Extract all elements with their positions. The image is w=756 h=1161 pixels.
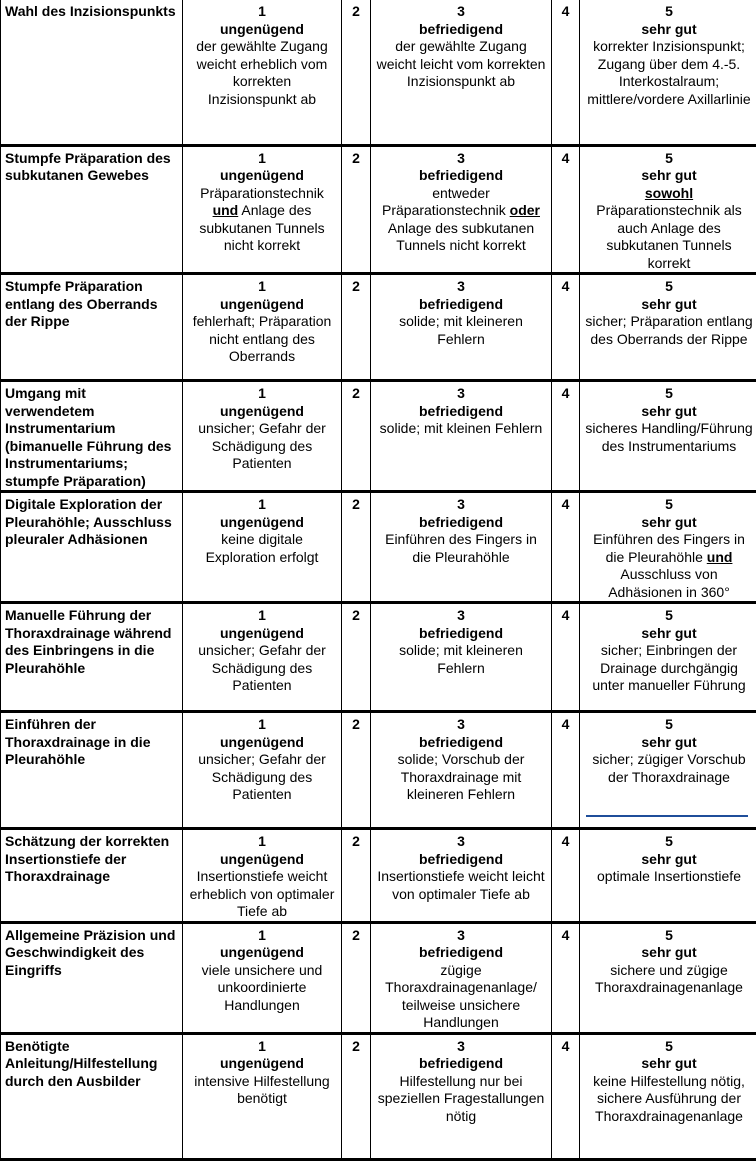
grade-label: ungenügend — [187, 944, 337, 962]
level-3-cell — [371, 145, 552, 274]
level-number: 3 — [375, 3, 547, 21]
level-number: 3 — [375, 1038, 547, 1056]
emphasis-word: und — [707, 549, 733, 565]
level-number: 1 — [187, 1038, 337, 1056]
level-number: 1 — [187, 150, 337, 168]
level-4-cell: 4 — [552, 829, 580, 923]
level-number: 5 — [584, 833, 754, 851]
level-description: zügige Thoraxdrainagenanlage/ teilweise unsichere Handlungen — [375, 962, 547, 1032]
level-3-cell — [371, 603, 552, 712]
grade-label: ungenügend — [187, 21, 337, 39]
level-number: 1 — [187, 3, 337, 21]
level-1-cell — [183, 712, 342, 829]
level-1-cell — [183, 922, 342, 1033]
level-number: 3 — [375, 927, 547, 945]
blue-rule-line — [586, 815, 748, 817]
criterion-cell: Stumpfe Präparation entlang des Oberrands der Rippe — [1, 274, 183, 381]
level-number: 3 — [375, 385, 547, 403]
level-description: unsicher; Gefahr der Schädigung des Patienten — [187, 642, 337, 695]
grade-label: ungenügend — [187, 403, 337, 421]
table-row — [1, 381, 756, 492]
grade-label: befriedigend — [375, 21, 547, 39]
grade-label: sehr gut — [584, 734, 754, 752]
level-4-cell: 4 — [552, 1033, 580, 1159]
grade-label: ungenügend — [187, 734, 337, 752]
level-number: 5 — [584, 607, 754, 625]
table-row — [1, 0, 756, 145]
level-4-cell: 4 — [552, 712, 580, 829]
table-row — [1, 1033, 756, 1159]
level-3-cell — [371, 0, 552, 145]
level-description — [375, 185, 547, 255]
level-description: unsicher; Gefahr der Schädigung des Patienten — [187, 751, 337, 804]
level-description: fehlerhaft; Präparation nicht entlang des Oberrands — [187, 313, 337, 366]
level-number: 5 — [584, 385, 754, 403]
level-description: keine digitale Exploration erfolgt — [187, 531, 337, 566]
level-2-cell: 2 — [342, 603, 371, 712]
description-text: Präparationstechnik — [200, 185, 324, 201]
level-description — [584, 531, 754, 601]
level-3-cell — [371, 712, 552, 829]
criterion-cell: Schätzung der korrekten Insertionstiefe der Thoraxdrainage — [1, 829, 183, 923]
grade-label: sehr gut — [584, 296, 754, 314]
grade-label: sehr gut — [584, 944, 754, 962]
level-3-cell — [371, 492, 552, 603]
level-description: intensive Hilfestellung benötigt — [187, 1073, 337, 1108]
grade-label: befriedigend — [375, 851, 547, 869]
level-number: 3 — [375, 496, 547, 514]
grade-label: befriedigend — [375, 1055, 547, 1073]
level-5-cell — [580, 712, 756, 829]
level-1-cell — [183, 145, 342, 274]
level-description: solide; mit kleinen Fehlern — [375, 420, 547, 438]
level-1-cell — [183, 0, 342, 145]
level-description: korrekter Inzisionspunkt; Zugang über dem 4.-5. Interkostalraum; mittlere/vordere Axillarlinie — [584, 38, 754, 108]
level-number: 5 — [584, 927, 754, 945]
description-text: Anlage des subkutanen Tunnels nicht korrekt — [199, 202, 324, 253]
grade-label: befriedigend — [375, 734, 547, 752]
level-number: 1 — [187, 607, 337, 625]
grade-label: sehr gut — [584, 403, 754, 421]
level-5-cell — [580, 492, 756, 603]
level-number: 1 — [187, 385, 337, 403]
level-number: 1 — [187, 716, 337, 734]
table-row — [1, 922, 756, 1033]
level-5-cell — [580, 0, 756, 145]
grade-label: ungenügend — [187, 851, 337, 869]
description-text: entweder Präparationstechnik — [382, 185, 506, 219]
grade-label: befriedigend — [375, 625, 547, 643]
table-row — [1, 603, 756, 712]
level-1-cell — [183, 274, 342, 381]
grade-label: ungenügend — [187, 625, 337, 643]
level-description — [584, 185, 754, 273]
emphasis-word: oder — [510, 202, 540, 218]
table-row — [1, 829, 756, 923]
level-4-cell: 4 — [552, 0, 580, 145]
emphasis-word: und — [213, 202, 239, 218]
criterion-cell: Benötigte Anleitung/Hilfestellung durch den Ausbilder — [1, 1033, 183, 1159]
level-number: 3 — [375, 716, 547, 734]
level-description: der gewählte Zugang weicht leicht vom korrekten Inzisionspunkt ab — [375, 38, 547, 91]
level-description: sicheres Handling/Führung des Instrumentariums — [584, 420, 754, 455]
level-2-cell: 2 — [342, 1033, 371, 1159]
level-number: 5 — [584, 150, 754, 168]
level-1-cell — [183, 1033, 342, 1159]
grade-label: befriedigend — [375, 403, 547, 421]
level-description: sicher; zügiger Vorschub der Thoraxdrainage — [584, 751, 754, 786]
level-1-cell — [183, 492, 342, 603]
level-description: Insertionstiefe weicht erheblich von optimaler Tiefe ab — [187, 868, 337, 921]
level-5-cell — [580, 381, 756, 492]
level-description: solide; Vorschub der Thoraxdrainage mit kleineren Fehlern — [375, 751, 547, 804]
level-description: unsicher; Gefahr der Schädigung des Patienten — [187, 420, 337, 473]
grade-label: sehr gut — [584, 851, 754, 869]
grade-label: befriedigend — [375, 296, 547, 314]
level-3-cell — [371, 274, 552, 381]
level-description: solide; mit kleineren Fehlern — [375, 642, 547, 677]
level-description: optimale Insertionstiefe — [584, 868, 754, 886]
level-5-cell — [580, 274, 756, 381]
level-description: solide; mit kleineren Fehlern — [375, 313, 547, 348]
level-number: 1 — [187, 833, 337, 851]
level-number: 5 — [584, 496, 754, 514]
level-2-cell: 2 — [342, 922, 371, 1033]
level-description: der gewählte Zugang weicht erheblich vom korrekten Inzisionspunkt ab — [187, 38, 337, 108]
table-row — [1, 145, 756, 274]
level-2-cell: 2 — [342, 381, 371, 492]
level-number: 5 — [584, 3, 754, 21]
description-text: Anlage des subkutanen Tunnels nicht korrekt — [388, 220, 534, 254]
grade-label: sehr gut — [584, 1055, 754, 1073]
level-5-cell — [580, 1033, 756, 1159]
level-2-cell: 2 — [342, 492, 371, 603]
level-number: 5 — [584, 1038, 754, 1056]
grade-label: befriedigend — [375, 167, 547, 185]
level-5-cell — [580, 603, 756, 712]
level-description: keine Hilfestellung nötig, sichere Ausführung der Thoraxdrainagenanlage — [584, 1073, 754, 1126]
level-description: Einführen des Fingers in die Pleurahöhle — [375, 531, 547, 566]
level-number: 3 — [375, 278, 547, 296]
level-1-cell — [183, 381, 342, 492]
level-description: Hilfestellung nur bei speziellen Fragestallungen nötig — [375, 1073, 547, 1126]
grade-label: befriedigend — [375, 514, 547, 532]
level-number: 5 — [584, 278, 754, 296]
grade-label: ungenügend — [187, 296, 337, 314]
description-text: Einführen des Fingers in die Pleurahöhle — [593, 531, 745, 565]
table-row — [1, 274, 756, 381]
table-row — [1, 712, 756, 829]
level-5-cell — [580, 145, 756, 274]
level-description: sicher; Einbringen der Drainage durchgängig unter manueller Führung — [584, 642, 754, 695]
level-number: 5 — [584, 716, 754, 734]
level-2-cell: 2 — [342, 0, 371, 145]
level-2-cell: 2 — [342, 829, 371, 923]
criterion-cell: Umgang mit verwendetem Instrumentarium (bimanuelle Führung des Instrumentariums; stumpfe Präparation) — [1, 381, 183, 492]
level-number: 1 — [187, 927, 337, 945]
grade-label: ungenügend — [187, 167, 337, 185]
description-text: Präparationstechnik als auch Anlage des subkutanen Tunnels korrekt — [596, 202, 742, 271]
level-5-cell — [580, 922, 756, 1033]
grade-label: sehr gut — [584, 514, 754, 532]
level-1-cell — [183, 829, 342, 923]
level-2-cell: 2 — [342, 274, 371, 381]
level-3-cell — [371, 922, 552, 1033]
description-text: Ausschluss von Adhäsionen in 360° — [608, 566, 730, 600]
criterion-cell: Wahl des Inzisionspunkts — [1, 0, 183, 145]
level-4-cell: 4 — [552, 274, 580, 381]
grade-label: ungenügend — [187, 514, 337, 532]
level-1-cell — [183, 603, 342, 712]
level-description: Insertionstiefe weicht leicht von optimaler Tiefe ab — [375, 868, 547, 903]
level-description — [187, 185, 337, 255]
level-3-cell — [371, 829, 552, 923]
grade-label: befriedigend — [375, 944, 547, 962]
grade-label: sehr gut — [584, 167, 754, 185]
level-number: 3 — [375, 833, 547, 851]
level-4-cell: 4 — [552, 492, 580, 603]
level-description: viele unsichere und unkoordinierte Handlungen — [187, 962, 337, 1015]
grade-label: sehr gut — [584, 625, 754, 643]
grade-label: ungenügend — [187, 1055, 337, 1073]
emphasis-word: sowohl — [645, 185, 693, 201]
level-2-cell: 2 — [342, 712, 371, 829]
level-5-cell — [580, 829, 756, 923]
criterion-cell: Manuelle Führung der Thoraxdrainage während des Einbringens in die Pleurahöhle — [1, 603, 183, 712]
level-number: 3 — [375, 607, 547, 625]
table-row — [1, 492, 756, 603]
criterion-cell: Digitale Exploration der Pleurahöhle; Ausschluss pleuraler Adhäsionen — [1, 492, 183, 603]
grade-label: sehr gut — [584, 21, 754, 39]
criterion-cell: Allgemeine Präzision und Geschwindigkeit des Eingriffs — [1, 922, 183, 1033]
level-2-cell: 2 — [342, 145, 371, 274]
level-4-cell: 4 — [552, 381, 580, 492]
level-3-cell — [371, 381, 552, 492]
criterion-cell: Einführen der Thoraxdrainage in die Pleurahöhle — [1, 712, 183, 829]
level-number: 1 — [187, 278, 337, 296]
level-4-cell: 4 — [552, 603, 580, 712]
level-description: sichere und zügige Thoraxdrainagenanlage — [584, 962, 754, 997]
level-number: 1 — [187, 496, 337, 514]
criterion-cell: Stumpfe Präparation des subkutanen Gewebes — [1, 145, 183, 274]
level-4-cell: 4 — [552, 145, 580, 274]
level-4-cell: 4 — [552, 922, 580, 1033]
level-description: sicher; Präparation entlang des Oberrands der Rippe — [584, 313, 754, 348]
level-3-cell — [371, 1033, 552, 1159]
level-number: 3 — [375, 150, 547, 168]
